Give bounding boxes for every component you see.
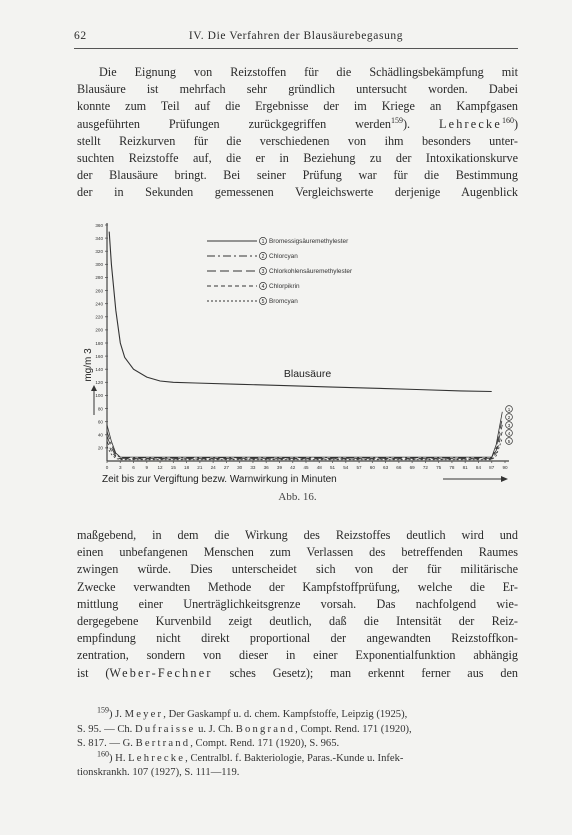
author-name: Bertrand: [135, 738, 191, 750]
x-tick-label: 12: [157, 465, 163, 470]
y-axis-arrowhead: [91, 385, 97, 391]
x-tick-label: 48: [316, 465, 322, 470]
text-line: der Blausäure bringt. Bei seiner Prüfung war für die Bestimmung: [77, 168, 518, 183]
figure-abb-16: [77, 215, 518, 505]
text-fragment: , Compt. Rend. 171 (1920),: [295, 723, 412, 735]
text-fragment: , Compt. Rend. 171 (1920), S. 965.: [190, 738, 340, 750]
legend-label: Chlorpikrin: [269, 283, 300, 291]
text-line: [77, 116, 518, 133]
text-line: zwingen würde. Dies unterscheidet sich von der für militärische: [77, 562, 518, 577]
legend-label: Chlorcyan: [269, 253, 298, 261]
end-marker-number: 3: [507, 422, 511, 428]
text-fragment: ).: [402, 116, 439, 131]
footnotes: [77, 705, 518, 781]
y-tick-label: 280: [95, 275, 103, 281]
text-line: maßgebend, in dem die Wirkung des Reizstoffes deutlich wird und: [77, 528, 518, 542]
legend: [207, 237, 353, 305]
x-tick-label: 72: [422, 465, 428, 470]
footnote-line: tionskrankh. 107 (1927), S. 111—119.: [77, 767, 240, 779]
y-tick-labels: [95, 223, 108, 451]
end-marker-number: 5: [507, 438, 511, 444]
text-line: stellt Reizkurven für die verschiedenen von ihm besonders unter-: [77, 133, 518, 148]
legend-label: Bromessigsäuremethylester: [269, 238, 349, 246]
x-tick-label: 30: [237, 465, 243, 470]
footnote-number: 159: [97, 705, 109, 715]
x-tick-label: 51: [329, 465, 336, 470]
text-fragment: S. 95. — Ch.: [77, 723, 133, 735]
legend-label: Chlorkohlensäuremethylester: [269, 268, 353, 276]
x-tick-label: 63: [383, 465, 389, 470]
text-fragment: u. J. Ch.: [198, 723, 234, 735]
x-tick-label: 21: [197, 465, 203, 470]
author-name: Weber-Fechner: [109, 665, 213, 680]
x-tick-label: 45: [303, 465, 309, 470]
text-line: [77, 665, 518, 682]
text-fragment: , Centralbl. f. Bakteriologie, Paras.-Kunde u. Infek-: [185, 752, 404, 764]
x-tick-label: 78: [449, 465, 455, 470]
author-name: Meyer: [124, 709, 164, 720]
x-tick-label: 60: [369, 465, 375, 470]
text-line: konnte zum Teil auf die Ergebnisse der im Kriege an Kampfgasen: [77, 99, 518, 114]
text-fragment: ist (: [77, 665, 110, 680]
y-tick-label: 360: [95, 222, 103, 228]
y-tick-label: 220: [95, 314, 103, 320]
x-tick-label: 90: [502, 465, 508, 470]
x-tick-label: 33: [250, 465, 256, 470]
x-axis-arrowhead: [501, 476, 508, 482]
paragraph-intro: [77, 64, 518, 202]
series-lines: [107, 232, 502, 460]
text-line: empfindung nicht direkt proportional der angewandten Reizstoffkon-: [77, 631, 518, 646]
y-tick-label: 240: [95, 301, 103, 307]
running-title: IV. Die Verfahren der Blausäurebegasung: [188, 30, 404, 42]
x-tick-label: 69: [409, 465, 415, 470]
legend-number: 2: [261, 254, 265, 260]
text-fragment: S. 817. — G.: [77, 738, 133, 750]
text-line: Zwecke verwandten Methode der Kampfstoffprüfung, welche die Er-: [77, 579, 518, 594]
legend-number: 1: [261, 239, 265, 245]
footnote-number: 160: [97, 749, 109, 759]
y-tick-label: 200: [95, 327, 103, 333]
text-line: zentration, sondern von dieser in einer Exponentialfunktion abhängig: [77, 648, 518, 663]
text-fragment: ): [513, 116, 518, 131]
x-tick-label: 75: [436, 465, 442, 470]
author-name: Dufraisse: [135, 723, 196, 735]
series-line: [107, 412, 502, 457]
end-marker-number: 4: [507, 430, 511, 436]
text-fragment: ) H.: [109, 752, 126, 764]
y-tick-label: 40: [97, 432, 103, 438]
x-tick-label: 57: [356, 465, 362, 470]
y-axis-label: mg/m 3: [83, 348, 94, 382]
text-line: suchten Reizstoffe auf, die er in Beziehung zu der Intoxikationskurve: [77, 151, 518, 166]
x-tick-label: 18: [184, 465, 190, 470]
x-tick-label: 42: [290, 465, 296, 470]
y-tick-label: 100: [95, 393, 103, 399]
x-tick-label: 3: [118, 465, 122, 470]
author-name: Lehrecke: [128, 752, 186, 764]
text-line: Blausäure ist mehrfach sehr gründlich untersucht worden. Dabei: [77, 82, 518, 97]
author-name: Lehrecke: [439, 116, 502, 131]
y-tick-label: 300: [95, 262, 103, 268]
footnote-ref-160: 160: [501, 115, 514, 125]
x-tick-label: 27: [223, 465, 229, 470]
x-tick-label: 81: [462, 465, 468, 470]
end-marker-number: 2: [507, 414, 511, 420]
x-tick-label: 87: [489, 465, 495, 470]
text-fragment: ) J.: [109, 709, 122, 720]
x-tick-label: 6: [132, 465, 135, 470]
y-tick-label: 140: [95, 367, 103, 373]
x-tick-label: 36: [263, 465, 269, 470]
reiz-chart: [77, 215, 518, 487]
header-rule: [74, 48, 518, 49]
text-fragment: ausgeführten Prüfungen zurückgegriffen werden: [77, 116, 391, 131]
legend-number: 5: [261, 299, 265, 305]
series-line: [107, 418, 502, 457]
end-markers: [506, 406, 513, 445]
text-line: dergegebene Kurvenbild zeigt deutlich, daß die Intensität der Reiz-: [77, 614, 518, 629]
legend-number: 4: [261, 284, 265, 290]
x-tick-label: 66: [396, 465, 402, 470]
text-line: mittlung einer Unerträglichkeitsgrenze vorsah. Das nachfolgend wie-: [77, 596, 518, 611]
y-tick-label: 120: [95, 380, 103, 386]
text-fragment: , Der Gaskampf u. d. chem. Kampfstoffe, Leipzig (1925),: [163, 709, 408, 720]
y-tick-label: 20: [97, 445, 103, 451]
footnote-159: [77, 705, 518, 723]
x-tick-label: 54: [343, 465, 349, 470]
x-tick-labels: [106, 461, 508, 470]
series-line: [107, 432, 502, 460]
footnote-160: [77, 749, 518, 767]
footnote-line: [77, 723, 518, 738]
legend-number: 3: [261, 269, 265, 275]
footnote-line: [77, 737, 518, 752]
annotation-blausaeure: Blausäure: [283, 368, 332, 381]
author-name: Bongrand: [235, 723, 296, 735]
x-tick-label: 0: [105, 465, 109, 470]
legend-label: Bromcyan: [269, 298, 298, 306]
figure-caption: Abb. 16.: [278, 491, 317, 503]
end-marker-number: 1: [507, 406, 511, 412]
series-line: [107, 425, 502, 459]
y-tick-label: 80: [97, 406, 103, 412]
y-tick-label: 60: [97, 419, 103, 425]
y-tick-label: 160: [95, 353, 103, 359]
x-tick-label: 24: [210, 465, 216, 470]
text-line: der in Sekunden gemessenen Vergleichswerte derjenige Augenblick: [77, 185, 518, 200]
page-header: [74, 30, 518, 46]
text-line: Die Eignung von Reizstoffen für die Schädlingsbekämpfung mit: [99, 65, 518, 79]
text-line: einen unbefangenen Menschen zum Verlassen des betreffenden Raumes: [77, 545, 518, 560]
y-tick-label: 340: [95, 235, 103, 241]
x-tick-label: 9: [145, 465, 149, 470]
x-tick-label: 84: [475, 465, 482, 470]
y-tick-label: 180: [95, 340, 103, 346]
y-tick-label: 260: [95, 288, 103, 294]
footnote-ref-159: 159: [390, 115, 403, 125]
text-fragment: sches Gesetz); man erkennt ferner aus den: [229, 665, 518, 680]
x-tick-label: 15: [170, 465, 176, 470]
series-line: [107, 438, 502, 460]
y-tick-label: 320: [95, 249, 103, 255]
paragraph-main: [77, 527, 518, 682]
x-tick-label: 39: [276, 465, 283, 470]
x-axis-label: Zeit bis zur Vergiftung bezw. Warnwirkung in Minuten: [102, 474, 337, 485]
page-number: 62: [74, 30, 87, 42]
